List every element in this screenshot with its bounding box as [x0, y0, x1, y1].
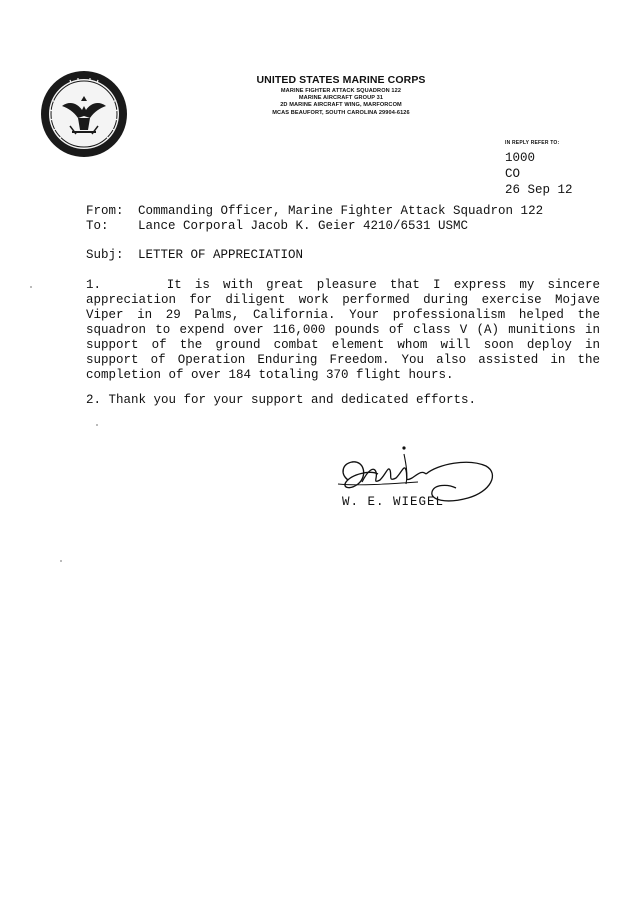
paragraph-line: appreciation for diligent work performed during exercise Mojave [86, 293, 600, 307]
signature-name: W. E. WIEGEL [342, 495, 445, 509]
ssic-code: 1000 [505, 151, 536, 165]
scan-speck [96, 424, 98, 426]
organization-name: UNITED STATES MARINE CORPS [256, 74, 426, 86]
to-row [86, 219, 543, 234]
to-value: Lance Corporal Jacob K. Geier 4210/6531 USMC [138, 219, 469, 233]
paragraph-line: squadron to expend over 116,000 pounds of class V (A) munitions in [86, 323, 600, 337]
scan-speck [60, 560, 62, 562]
reply-refer-label: IN REPLY REFER TO: [505, 140, 560, 146]
to-label: To: [86, 219, 109, 233]
from-row [86, 204, 543, 219]
from-label: From: [86, 204, 124, 218]
scan-speck [30, 286, 32, 288]
letterhead-line: MARINE AIRCRAFT GROUP 31 [298, 95, 384, 102]
letterhead-line: 2D MARINE AIRCRAFT WING, MARFORCOM [280, 102, 402, 109]
department-seal-icon [40, 70, 128, 158]
from-value: Commanding Officer, Marine Fighter Attack Squadron 122 [138, 204, 544, 218]
reply-block [505, 140, 573, 198]
paragraph-number: 1. [86, 278, 102, 292]
paragraph-line: support of the ground combat element whom will soon deploy in [86, 338, 600, 352]
paragraph-line: Viper in 29 Palms, California. Your professionalism helped the [86, 308, 600, 322]
paragraph-1 [86, 278, 600, 383]
subject-label: Subj: [86, 248, 124, 262]
paragraph-line: completion of over 184 totaling 370 flight hours. [86, 368, 454, 382]
letterhead-line: MCAS BEAUFORT, SOUTH CAROLINA 29904-6126 [272, 109, 410, 116]
paragraph-2: 2. Thank you for your support and dedicated efforts. [86, 393, 477, 407]
paragraph-line: support of Operation Enduring Freedom. You also assisted in the [86, 353, 600, 367]
letterhead-line: MARINE FIGHTER ATTACK SQUADRON 122 [280, 88, 402, 94]
subject-value: LETTER OF APPRECIATION [138, 248, 304, 262]
office-code: CO [505, 167, 521, 181]
subject-row [86, 248, 303, 262]
letterhead [236, 74, 446, 117]
letter-date: 26 Sep 12 [505, 183, 573, 197]
address-block [86, 204, 543, 234]
paragraph-line: 1. It is with great pleasure that I express my sincere [86, 278, 600, 292]
